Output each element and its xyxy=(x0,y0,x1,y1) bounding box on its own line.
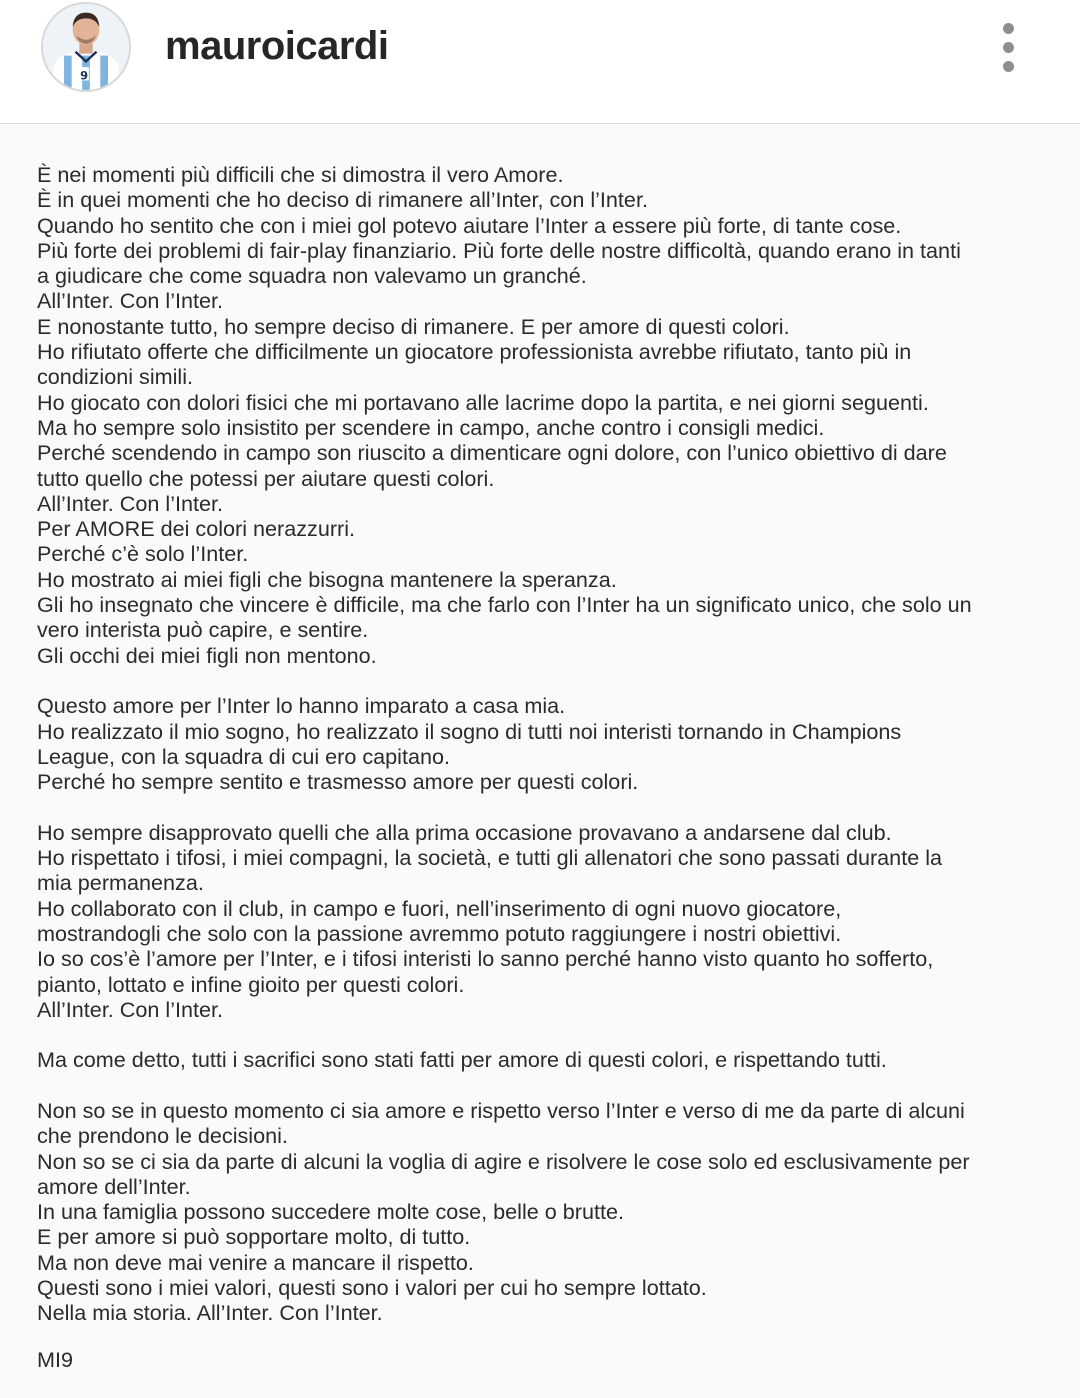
caption-line: In una famiglia possono succedere molte cose, belle o brutte. xyxy=(37,1199,624,1225)
caption-line: Perché scendendo in campo son riuscito a dimenticare ogni dolore, con l’unico obiettivo di dare xyxy=(37,440,947,466)
caption-line: All’Inter. Con l’Inter. xyxy=(37,490,224,516)
caption-line: che prendono le decisioni. xyxy=(37,1123,288,1149)
caption-line: Perché ho sempre sentito e trasmesso amore per questi colori. xyxy=(37,769,639,795)
caption-line: Non so se in questo momento ci sia amore e rispetto verso l’Inter e verso di me da parte di alcuni xyxy=(37,1097,965,1123)
paragraph-break xyxy=(37,1022,1057,1047)
caption-line: tutto quello che potessi per aiutare questi colori. xyxy=(37,465,495,491)
caption-line: amore dell’Inter. xyxy=(37,1173,191,1199)
post-caption xyxy=(37,162,1057,1326)
caption-line: Perché c’è solo l’Inter. xyxy=(37,541,249,567)
caption-line: Ho collaborato con il club, in campo e fuori, nell’inserimento di ogni nuovo giocatore, xyxy=(37,895,842,921)
more-vertical-icon xyxy=(1003,42,1014,53)
caption-line: League, con la squadra di cui ero capitano. xyxy=(37,743,450,769)
caption-line: È nei momenti più difficili che si dimostra il vero Amore. xyxy=(37,162,564,187)
profile-avatar[interactable] xyxy=(41,2,131,92)
caption-line: Ma come detto, tutti i sacrifici sono stati fatti per amore di questi colori, e rispettando tutti. xyxy=(37,1047,887,1073)
caption-line: E nonostante tutto, ho sempre deciso di rimanere. E per amore di questi colori. xyxy=(37,313,790,339)
caption-line: Ho mostrato ai miei figli che bisogna mantenere la speranza. xyxy=(37,566,617,592)
username[interactable]: mauroicardi xyxy=(165,24,389,68)
avatar-photo-icon xyxy=(43,4,129,90)
post-header xyxy=(0,0,1080,124)
caption-line: vero interista può capire, e sentire. xyxy=(37,617,369,643)
caption-line: E per amore si può sopportare molto, di tutto. xyxy=(37,1224,471,1250)
caption-line: Questi sono i miei valori, questi sono i valori per cui ho sempre lottato. xyxy=(37,1275,707,1301)
caption-line: Ma ho sempre solo insistito per scendere in campo, anche contro i consigli medici. xyxy=(37,414,825,440)
caption-line: All’Inter. Con l’Inter. xyxy=(37,288,224,314)
paragraph-break xyxy=(37,668,1057,693)
more-vertical-icon xyxy=(1003,61,1014,72)
paragraph-break xyxy=(37,794,1057,819)
caption-line: mostrandogli che solo con la passione avremmo potuto raggiungere i nostri obiettivi. xyxy=(37,920,842,946)
signature: MI9 xyxy=(37,1347,73,1372)
caption-line: All’Inter. Con l’Inter. xyxy=(37,996,224,1022)
caption-line: Ho rifiutato offerte che difficilmente un giocatore professionista avrebbe rifiutato, tanto più in xyxy=(37,339,912,365)
caption-line: Non so se ci sia da parte di alcuni la voglia di agire e risolvere le cose solo ed esclusivamente per xyxy=(37,1148,970,1174)
more-vertical-icon xyxy=(1003,23,1014,34)
caption-line: Gli ho insegnato che vincere è difficile, ma che farlo con l’Inter ha un significato unico, che solo un xyxy=(37,592,972,618)
caption-line: Io so cos’è l’amore per l’Inter, e i tifosi interisti lo sanno perché hanno visto quanto ho sofferto, xyxy=(37,946,934,972)
svg-text:9: 9 xyxy=(80,68,89,83)
caption-line: Più forte dei problemi di fair-play finanziario. Più forte delle nostre difficoltà, quando erano in tanti xyxy=(37,237,961,263)
more-options-button[interactable] xyxy=(988,18,1028,76)
caption-line: Gli occhi dei miei figli non mentono. xyxy=(37,642,377,668)
caption-line: condizioni simili. xyxy=(37,364,194,390)
caption-line: pianto, lottato e infine gioito per questi colori. xyxy=(37,971,465,997)
caption-line: Ho sempre disapprovato quelli che alla prima occasione provavano a andarsene dal club. xyxy=(37,819,892,845)
caption-line: Ho rispettato i tifosi, i miei compagni, la società, e tutti gli allenatori che sono passati durante la xyxy=(37,845,943,871)
caption-line: Ho giocato con dolori fisici che mi portavano alle lacrime dopo la partita, e nei giorni seguenti. xyxy=(37,389,929,415)
caption-line: Nella mia storia. All’Inter. Con l’Inter. xyxy=(37,1300,383,1326)
caption-line: Quando ho sentito che con i miei gol potevo aiutare l’Inter a essere più forte, di tante cose. xyxy=(37,212,902,238)
caption-line: mia permanenza. xyxy=(37,870,204,896)
paragraph-break xyxy=(37,1073,1057,1098)
caption-line: Per AMORE dei colori nerazzurri. xyxy=(37,516,356,542)
caption-line: Ma non deve mai venire a mancare il rispetto. xyxy=(37,1249,474,1275)
caption-line: Ho realizzato il mio sogno, ho realizzato il sogno di tutti noi interisti tornando in Champions xyxy=(37,718,902,744)
caption-line: Questo amore per l’Inter lo hanno imparato a casa mia. xyxy=(37,693,566,719)
caption-line: È in quei momenti che ho deciso di rimanere all’Inter, con l’Inter. xyxy=(37,187,648,213)
caption-line: a giudicare che come squadra non valevamo un granché. xyxy=(37,263,587,289)
